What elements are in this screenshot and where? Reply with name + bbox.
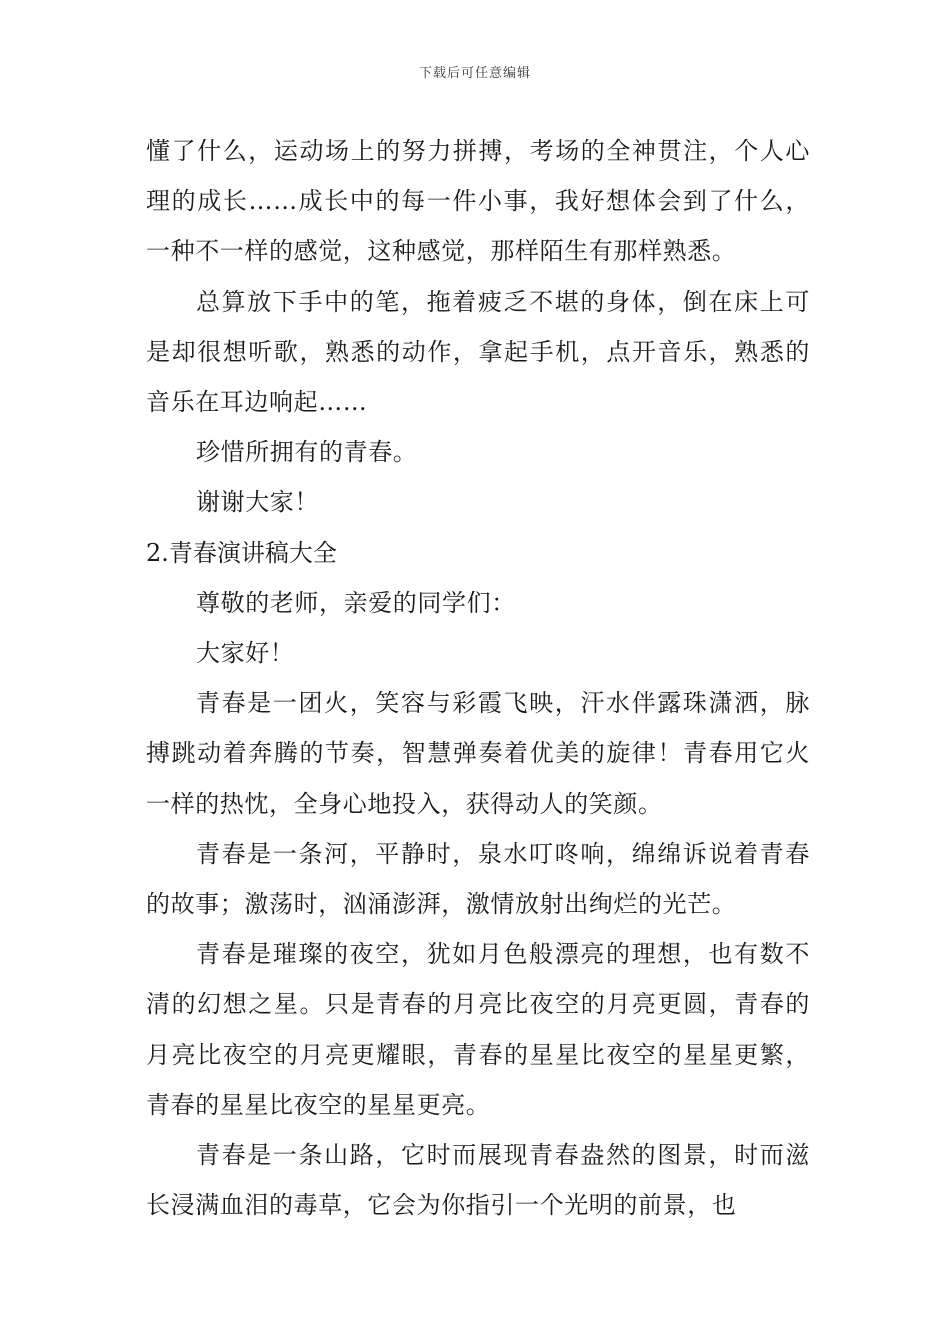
paragraph-1: 懂了什么，运动场上的努力拼搏，考场的全神贯注，个人心理的成长……成长中的每一件小事，我好想体会到了什么，一种不一样的感觉，这种感觉，那样陌生有那样熟悉。 — [146, 137, 810, 266]
paragraph-4: 谢谢大家！ — [196, 488, 319, 517]
paragraph-river: 青春是一条河，平静时，泉水叮咚响，绵绵诉说着青春的故事；激荡时，汹涌澎湃，激情放射出绚烂的光芒。 — [146, 839, 810, 919]
paragraph-fire: 青春是一团火，笑容与彩霞飞映，汗水伴露珠潇洒，脉搏跳动着奔腾的节奏，智慧弹奏着优美的旋律！青春用它火一样的热忱，全身心地投入，获得动人的笑颜。 — [146, 689, 810, 818]
paragraph-salutation: 尊敬的老师，亲爱的同学们： — [196, 588, 516, 617]
document-body — [146, 126, 810, 1230]
paragraph-night-sky: 青春是璀璨的夜空，犹如月色般漂亮的理想，也有数不清的幻想之星。只是青春的月亮比夜空的月亮更圆，青春的月亮比夜空的月亮更耀眼，青春的星星比夜空的星星更繁，青春的星星比夜空的星星更亮。 — [146, 940, 810, 1119]
paragraph-greeting: 大家好！ — [196, 639, 295, 668]
paragraph-3: 珍惜所拥有的青春。 — [196, 438, 418, 467]
page-header-note: 下载后可任意编辑 — [418, 66, 531, 81]
section-heading: 2.青春演讲稿大全 — [146, 538, 337, 567]
paragraph-mountain-road: 青春是一条山路，它时而展现青春盎然的图景，时而滋长浸满血泪的毒草，它会为你指引一个光明的前景，也 — [146, 1141, 810, 1220]
paragraph-2: 总算放下手中的笔，拖着疲乏不堪的身体，倒在床上可是却很想听歌，熟悉的动作，拿起手机，点开音乐，熟悉的音乐在耳边响起…… — [146, 287, 810, 417]
